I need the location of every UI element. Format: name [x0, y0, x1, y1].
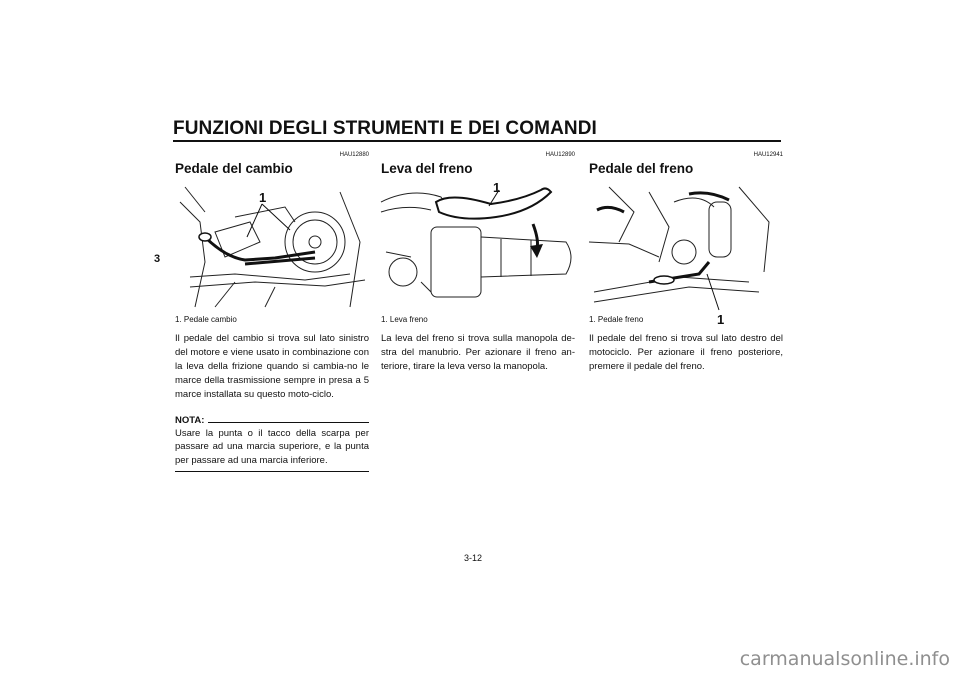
section-code: HAU12941	[753, 152, 783, 158]
section-title: Leva del freno	[381, 161, 473, 176]
page-number: 3-12	[464, 553, 483, 563]
shift-pedal-illustration	[175, 182, 369, 310]
section-body: Il pedale del freno si trova sul lato destro del motociclo. Per azionare il freno posteriore, premere il pedale del freno.	[589, 333, 783, 372]
note-label: NOTA:	[175, 414, 205, 426]
page-title: FUNZIONI DEGLI STRUMENTI E DEI COMANDI	[173, 118, 597, 139]
section-body: La leva del freno si trova sulla manopola de-stra del manubrio. Per azionare il freno an-teriore, tirare la leva verso la manopola.	[381, 333, 575, 372]
figure-caption: 1. Pedale cambio	[175, 315, 237, 324]
note-text: Usare la punta o il tacco della scarpa per passare ad una marcia superiore, e la punta per passare ad una marcia inferiore.	[175, 427, 369, 466]
section-body: Il pedale del cambio si trova sul lato sinistro del motore e viene usato in combinazione con la leva della frizione quando si cambia-no le marce della trasmissione sempre in presa a 5 marce installata su questo moto-ciclo.	[175, 333, 369, 400]
section-shift-pedal	[175, 151, 369, 472]
figure-callout: 1	[717, 312, 725, 327]
figure-callout: 1	[259, 190, 267, 205]
brake-lever-illustration	[381, 182, 575, 310]
section-title: Pedale del freno	[589, 161, 694, 176]
note-divider	[208, 422, 369, 423]
section-title: Pedale del cambio	[175, 161, 293, 176]
figure-caption: 1. Leva freno	[381, 315, 428, 324]
watermark: carmanualsonline.info	[739, 648, 950, 670]
figure-caption: 1. Pedale freno	[589, 315, 644, 324]
section-brake-pedal	[589, 151, 783, 384]
note-bottom-rule	[175, 471, 369, 472]
section-code: HAU12880	[339, 152, 369, 158]
chapter-tab: 3	[154, 253, 161, 265]
section-code: HAU12890	[545, 152, 575, 158]
figure-callout: 1	[493, 180, 501, 195]
section-brake-lever	[381, 151, 575, 384]
title-rule	[173, 140, 781, 142]
note-header	[175, 412, 369, 426]
